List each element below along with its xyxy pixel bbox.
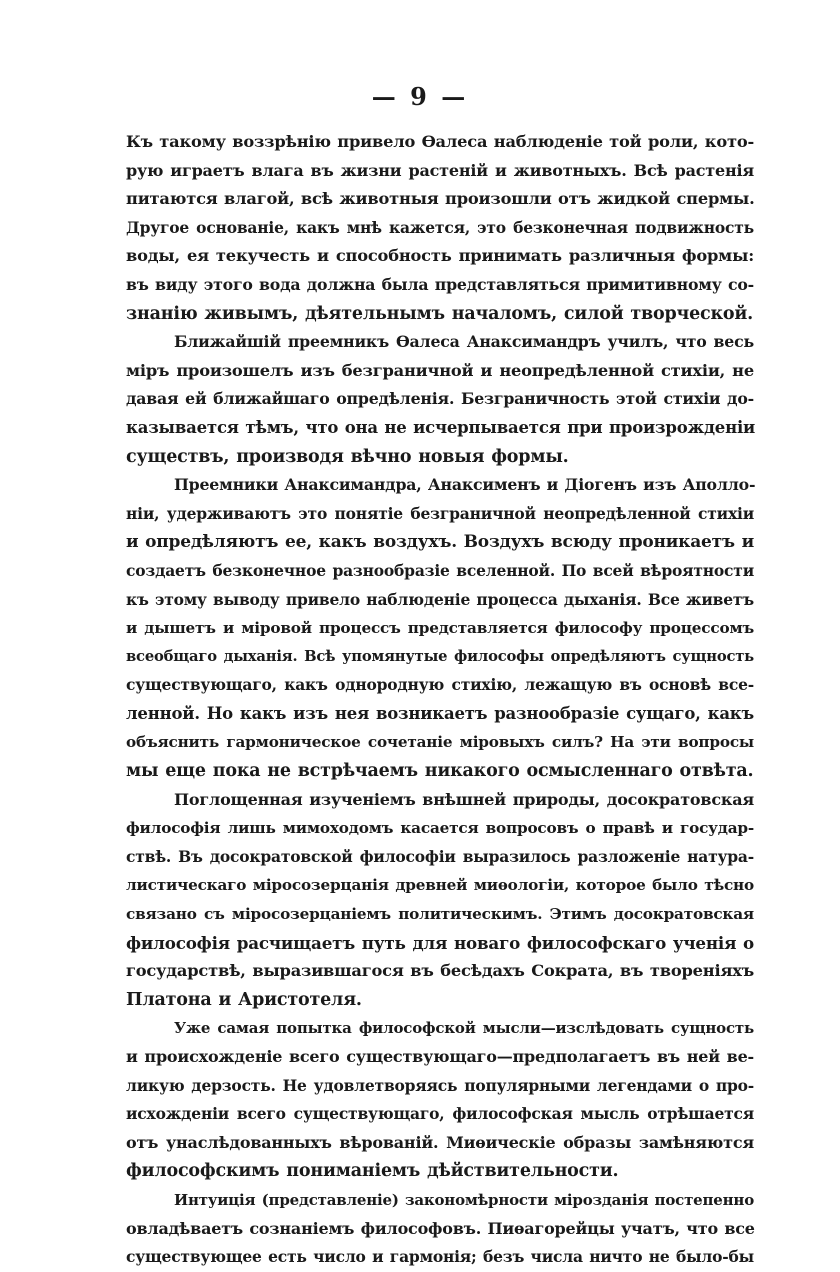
text-line: Поглощенная изученіемъ внѣшней природы, досократовская [174, 789, 754, 809]
page-number: — 9 — [371, 82, 469, 111]
text-line: ленной. Но какъ изъ нея возникаетъ разнообразіе сущаго, какъ [126, 703, 754, 723]
text-line: казывается тѣмъ, что она не исчерпывается при произрожденіи [126, 417, 756, 437]
text-line: міръ произошелъ изъ безграничной и неопредѣленной стихіи, не [126, 360, 754, 380]
text-line: и опредѣляютъ ее, какъ воздухъ. Воздухъ всюду проникаетъ и [126, 532, 754, 553]
text-line: существъ, производя вѣчно новыя формы. [126, 446, 569, 467]
text-line: воды, ея текучесть и способность принимать различныя формы: [126, 246, 754, 266]
text-line: государствѣ, выразившагося въ бесѣдахъ Сократа, въ твореніяхъ [126, 961, 754, 981]
text-line: объяснить гармоническое сочетаніе міровыхъ силъ? На эти вопросы [126, 733, 754, 752]
text-line: овладѣваетъ сознаніемъ философовъ. Пиѳагорейцы учатъ, что все [126, 1218, 755, 1238]
text-line: существующаго, какъ однородную стихію, лежащую въ основѣ все- [126, 675, 754, 695]
text-line: и происхожденіе всего существующаго—предполагаетъ въ ней ве- [126, 1047, 754, 1066]
text-line: питаются влагой, всѣ животныя произошли отъ жидкой спермы. [126, 189, 755, 209]
text-line: создаетъ безконечное разнообразіе вселенной. По всей вѣроятности [126, 560, 754, 580]
text-line: Платона и Аристотеля. [126, 989, 362, 1010]
text-line: давая ей ближайшаго опредѣленія. Безграничность этой стихіи до- [126, 389, 754, 409]
text-line: Ближайшій преемникъ Ѳалеса Анаксимандръ училъ, что весь [174, 332, 754, 352]
text-line: существующее есть число и гармонія; безъ числа ничто не было-бы [126, 1247, 754, 1267]
text-line: мы еще пока не встрѣчаемъ никакого осмысленнаго отвѣта. [126, 761, 754, 782]
text-line: въ виду этого вода должна была представляться примитивному со- [126, 274, 754, 294]
text-line: отъ унаслѣдованныхъ вѣрованій. Миѳическіе образы замѣняются [126, 1132, 754, 1152]
text-line: ствѣ. Въ досократовской философіи выразилось разложеніе натура- [126, 846, 754, 866]
text-line: и дышетъ и міровой процессъ представляется философу процессомъ [126, 619, 754, 638]
text-line: Уже самая попытка философской мысли—изслѣдовать сущность [174, 1019, 754, 1038]
body-text [126, 128, 754, 1272]
text-line: ликую дерзость. Не удовлетворяясь популярными легендами о про- [126, 1075, 754, 1095]
text-line: Интуиція (представленіе) закономѣрности мірозданія постепенно [174, 1190, 754, 1209]
text-line: философскимъ пониманіемъ дѣйствительности. [126, 1161, 619, 1182]
text-line: ніи, удерживаютъ это понятіе безграничной неопредѣленной стихіи [126, 503, 754, 523]
text-line: исхожденіи всего существующаго, философская мысль отрѣшается [126, 1104, 754, 1124]
text-line: связано съ міросозерцаніемъ политическимъ. Этимъ досократовская [126, 905, 754, 924]
text-line: знанію живымъ, дѣятельнымъ началомъ, силой творческой. [126, 303, 754, 324]
text-line: рую играетъ влага въ жизни растеній и животныхъ. Всѣ растенія [126, 160, 754, 180]
text-line: философія расчищаетъ путь для новаго философскаго ученія о [126, 932, 754, 953]
text-line: къ этому выводу привело наблюденіе процесса дыханія. Все живетъ [126, 589, 754, 609]
text-line: листическаго міросозерцанія древней миѳологіи, которое было тѣсно [126, 876, 754, 895]
text-line: Къ такому воззрѣнію привело Ѳалеса наблюденіе той роли, кото- [126, 132, 755, 151]
text-line: Другое основаніе, какъ мнѣ кажется, это безконечная подвижность [126, 217, 754, 237]
text-line: Преемники Анаксимандра, Анаксименъ и Діогенъ изъ Аполло- [174, 475, 756, 495]
text-line: философія лишь мимоходомъ касается вопросовъ о правѣ и государ- [126, 819, 754, 838]
text-line: всеобщаго дыханія. Всѣ упомянутые философы опредѣляютъ сущность [126, 647, 754, 665]
